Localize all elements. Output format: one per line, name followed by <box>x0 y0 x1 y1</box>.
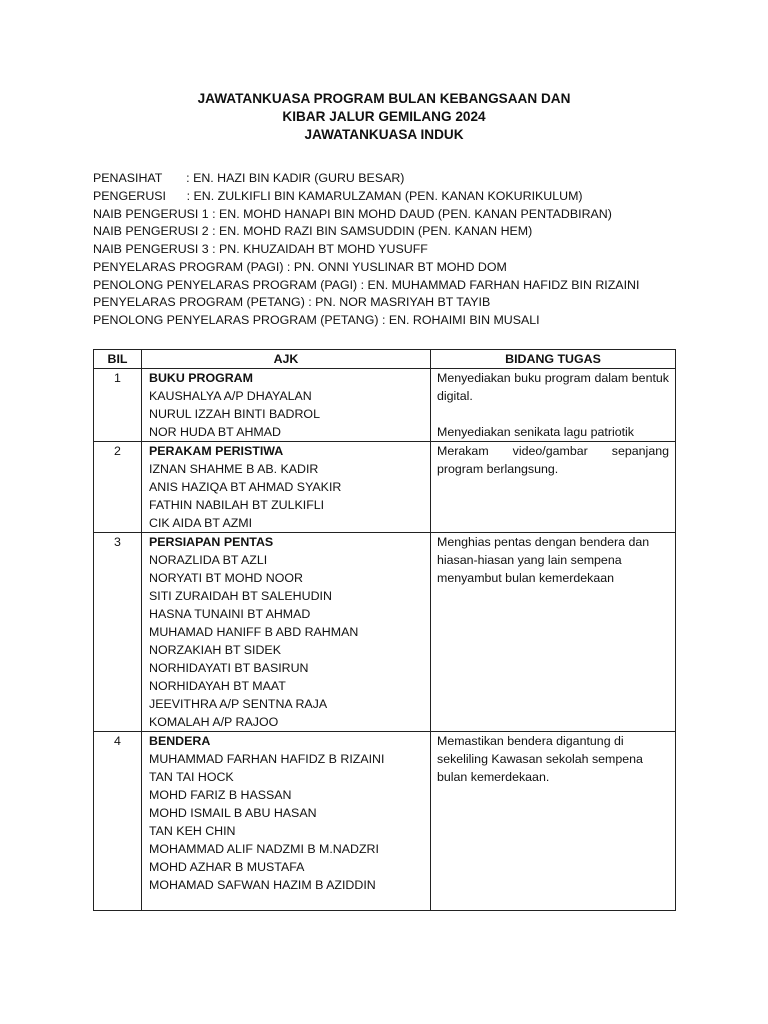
section-title: PERSIAPAN PENTAS <box>149 535 274 549</box>
section-title: BENDERA <box>149 734 211 748</box>
title-line-3: JAWATANKUASA INDUK <box>304 127 464 142</box>
member-name: NORZAKIAH BT SIDEK <box>149 643 281 657</box>
member-name: MUHAMMAD FARHAN HAFIDZ B RIZAINI <box>149 752 385 766</box>
member-name: SITI ZURAIDAH BT SALEHUDIN <box>149 589 332 603</box>
duty-cell <box>431 369 676 442</box>
committee-penasihat: PENASIHAT : EN. HAZI BIN KADIR (GURU BESAR) <box>93 171 405 185</box>
table-row <box>94 369 676 442</box>
row-number: 3 <box>94 533 142 732</box>
member-name: NORAZLIDA BT AZLI <box>149 553 268 567</box>
row-number: 4 <box>94 732 142 911</box>
member-name: NORHIDAYAH BT MAAT <box>149 679 286 693</box>
committee-penolong-penyelaras-pagi: PENOLONG PENYELARAS PROGRAM (PAGI) : EN. MUHAMMAD FARHAN HAFIDZ BIN RIZAINI <box>93 277 640 292</box>
member-name: NORHIDAYATI BT BASIRUN <box>149 661 309 675</box>
duty-text: Menghias pentas dengan bendera dan hiasan-hiasan yang lain sempena menyambut bulan kemerdekaan <box>437 535 650 585</box>
member-name: KAUSHALYA A/P DHAYALAN <box>149 389 312 403</box>
section-title: BUKU PROGRAM <box>149 371 253 385</box>
title-line-2: KIBAR JALUR GEMILANG 2024 <box>282 109 486 124</box>
committee-naib-pengerusi-1: NAIB PENGERUSI 1 : EN. MOHD HANAPI BIN MOHD DAUD (PEN. KANAN PENTADBIRAN) <box>93 206 612 221</box>
duty-cell <box>431 442 676 533</box>
member-name: CIK AIDA BT AZMI <box>149 516 253 530</box>
table-row <box>94 732 676 911</box>
table-row <box>94 533 676 732</box>
duty-cell <box>431 732 676 911</box>
member-name: MOHD FARIZ B HASSAN <box>149 788 292 802</box>
ajk-cell <box>142 732 431 911</box>
member-name: NOR HUDA BT AHMAD <box>149 425 281 439</box>
member-name: NURUL IZZAH BINTI BADROL <box>149 407 320 421</box>
main-committee-list <box>93 170 693 330</box>
member-name: HASNA TUNAINI BT AHMAD <box>149 607 311 621</box>
row-number: 1 <box>94 369 142 442</box>
member-name: MOHD AZHAR B MUSTAFA <box>149 860 305 874</box>
member-name: ANIS HAZIQA BT AHMAD SYAKIR <box>149 480 342 494</box>
ajk-cell <box>142 369 431 442</box>
duty-text: Merakam video/gambar sepanjang program berlangsung. <box>437 444 669 476</box>
committee-penyelaras-petang: PENYELARAS PROGRAM (PETANG) : PN. NOR MASRIYAH BT TAYIB <box>93 295 491 310</box>
document-title <box>0 90 768 144</box>
member-name: TAN TAI HOCK <box>149 770 234 784</box>
member-name: KOMALAH A/P RAJOO <box>149 715 279 729</box>
duty-text: Menyediakan senikata lagu patriotik <box>437 425 634 439</box>
header-ajk: AJK <box>142 350 431 369</box>
member-name: MOHAMAD SAFWAN HAZIM B AZIDDIN <box>149 878 376 892</box>
ajk-duty-table <box>93 349 676 911</box>
title-line-1: JAWATANKUASA PROGRAM BULAN KEBANGSAAN DAN <box>197 91 571 106</box>
row-number: 2 <box>94 442 142 533</box>
member-name: FATHIN NABILAH BT ZULKIFLI <box>149 498 325 512</box>
committee-naib-pengerusi-3: NAIB PENGERUSI 3 : PN. KHUZAIDAH BT MOHD YUSUFF <box>93 242 428 256</box>
member-name: MUHAMAD HANIFF B ABD RAHMAN <box>149 625 359 639</box>
member-name: TAN KEH CHIN <box>149 824 236 838</box>
ajk-cell <box>142 533 431 732</box>
table-header-row <box>94 350 676 369</box>
duty-text: Menyediakan buku program dalam bentuk digital. <box>437 371 669 403</box>
duty-text: Memastikan bendera digantung di sekeliling Kawasan sekolah sempena bulan kemerdekaan. <box>437 734 643 784</box>
duty-cell <box>431 533 676 732</box>
member-name: MOHAMMAD ALIF NADZMI B M.NADZRI <box>149 842 379 856</box>
member-name: IZNAN SHAHME B AB. KADIR <box>149 462 319 476</box>
header-bidang-tugas: BIDANG TUGAS <box>431 350 676 369</box>
committee-naib-pengerusi-2: NAIB PENGERUSI 2 : EN. MOHD RAZI BIN SAMSUDDIN (PEN. KANAN HEM) <box>93 224 533 239</box>
committee-pengerusi: PENGERUSI : EN. ZULKIFLI BIN KAMARULZAMAN (PEN. KANAN KOKURIKULUM) <box>93 188 583 203</box>
committee-penolong-penyelaras-petang: PENOLONG PENYELARAS PROGRAM (PETANG) : EN. ROHAIMI BIN MUSALI <box>93 313 540 327</box>
header-bil: BIL <box>94 350 142 369</box>
committee-penyelaras-pagi: PENYELARAS PROGRAM (PAGI) : PN. ONNI YUSLINAR BT MOHD DOM <box>93 259 507 274</box>
ajk-cell <box>142 442 431 533</box>
member-name: JEEVITHRA A/P SENTNA RAJA <box>149 697 328 711</box>
table-row <box>94 442 676 533</box>
member-name: MOHD ISMAIL B ABU HASAN <box>149 806 317 820</box>
section-title: PERAKAM PERISTIWA <box>149 444 284 458</box>
member-name: NORYATI BT MOHD NOOR <box>149 571 303 585</box>
